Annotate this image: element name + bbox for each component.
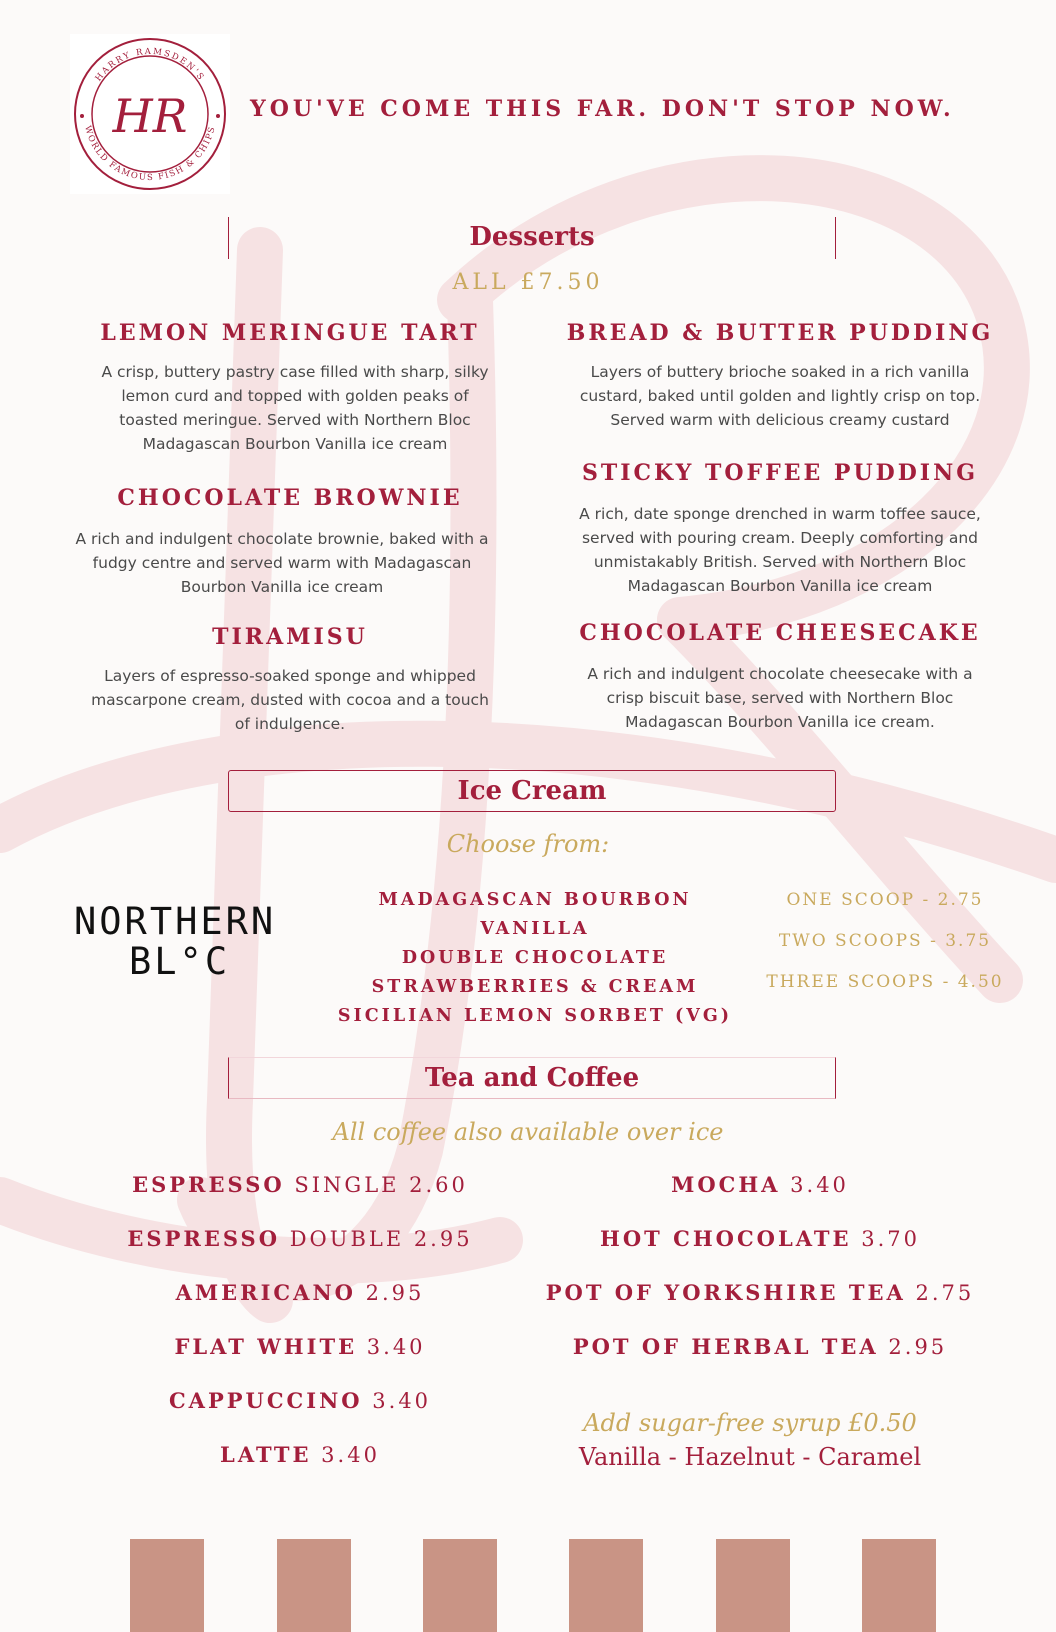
dessert-description: A rich and indulgent chocolate cheesecake with a crisp biscuit base, served with Northern Bloc Madagascan Bourbon Vanilla ice cream. [587,665,973,731]
decorative-bar [423,1539,497,1632]
ice-cream-subheading: Choose from: [446,830,610,858]
dessert-description: A rich, date sponge drenched in warm toffee sauce, served with pouring cream. Deeply comforting and unmistakably British. Served with Northern Bloc Madagascan Bourbon Vanilla ice cream [579,505,981,595]
scoop-price: TWO SCOOPS - 3.75 [778,931,992,951]
northern-bloc-line1: NORTHERN [74,900,277,943]
northern-bloc-logo [74,902,294,982]
decorative-bar [130,1539,204,1632]
ice-cream-flavours [320,886,750,1031]
dessert-description: A crisp, buttery pastry case filled with sharp, silky lemon curd and topped with golden peaks of toasted meringue. Served with Northern Bloc Madagascan Bourbon Vanilla ice cream [101,363,489,453]
beverage-item [60,1442,540,1467]
dessert-name: CHOCOLATE CHEESECAKE [579,620,981,646]
tea-coffee-subheading: All coffee also available over ice [332,1118,724,1146]
beverage-item [510,1226,1010,1251]
beverage-item [60,1388,540,1413]
beverage-name: ESPRESSO [127,1226,280,1251]
beverage-price: 3.40 [321,1443,380,1467]
beverage-price: 3.40 [366,1335,426,1359]
tea-coffee-heading-box [228,1057,836,1099]
beverage-item [60,1172,540,1197]
scoop-price: ONE SCOOP - 2.75 [786,890,984,910]
northern-bloc-line2: BL°C [129,940,231,983]
beverage-price: 2.95 [365,1281,425,1305]
beverage-price: SINGLE 2.60 [294,1173,468,1197]
beverage-item [510,1280,1010,1305]
beverage-price: 3.40 [790,1173,849,1197]
svg-text:HARRY RAMSDEN'S [94,47,207,84]
syrup-flavours: Vanilla - Hazelnut - Caramel [578,1443,922,1471]
brand-logo [70,34,230,194]
logo-ring-bottom-text: WORLD FAMOUS FISH & CHIPS [82,124,218,184]
desserts-price-note: ALL £7.50 [452,270,604,295]
beverage-price: DOUBLE 2.95 [289,1227,473,1251]
decorative-bar [569,1539,643,1632]
beverage-name: POT OF HERBAL TEA [572,1334,879,1359]
beverage-name: POT OF YORKSHIRE TEA [545,1280,906,1305]
beverage-item [510,1334,1010,1359]
beverage-name: HOT CHOCOLATE [600,1226,852,1251]
beverage-item [60,1334,540,1359]
dessert-name: LEMON MERINGUE TART [100,320,480,346]
dessert-name: CHOCOLATE BROWNIE [117,485,463,511]
beverage-price: 3.40 [372,1389,432,1413]
beverage-price: 2.75 [915,1281,975,1305]
flavour-item: SICILIAN LEMON SORBET (VG) [337,1006,733,1026]
flavour-item: DOUBLE CHOCOLATE [401,948,669,968]
decorative-bar [716,1539,790,1632]
desserts-heading-box [228,217,836,259]
tagline: YOU'VE COME THIS FAR. DON'T STOP NOW. [250,96,955,122]
beverage-name: MOCHA [671,1172,781,1197]
dessert-name: TIRAMISU [212,624,368,650]
beverage-item [510,1172,1010,1197]
tea-coffee-heading: Tea and Coffee [424,1063,640,1093]
ice-cream-prices [750,880,1020,1003]
dessert-description: Layers of buttery brioche soaked in a rich vanilla custard, baked until golden and lightly crisp on top. Served warm with delicious creamy custard [579,363,981,429]
ice-cream-heading: Ice Cream [457,776,607,806]
beverage-name: AMERICANO [175,1280,356,1305]
flavour-item: STRAWBERRIES & CREAM [371,977,699,997]
scoop-price: THREE SCOOPS - 4.50 [766,972,1004,992]
ice-cream-heading-box [228,770,836,812]
beverage-name: CAPPUCCINO [168,1388,363,1413]
logo-ring-top-text: HARRY RAMSDEN'S [93,46,207,84]
beverage-name: LATTE [220,1442,312,1467]
decorative-bar [862,1539,936,1632]
dessert-name: STICKY TOFFEE PUDDING [582,460,978,486]
beverage-price: 3.70 [861,1227,920,1251]
logo-monogram: HR [112,89,188,143]
dessert-name: BREAD & BUTTER PUDDING [566,320,994,346]
beverage-name: ESPRESSO [132,1172,285,1197]
syrup-note: Add sugar-free syrup £0.50 [583,1409,917,1437]
desserts-heading: Desserts [469,222,595,252]
flavour-item: MADAGASCAN BOURBON VANILLA [378,890,692,939]
beverage-item [60,1280,540,1305]
decorative-bar [277,1539,351,1632]
dessert-description: Layers of espresso-soaked sponge and whipped mascarpone cream, dusted with cocoa and a touch of indulgence. [91,667,489,733]
beverage-price: 2.95 [888,1335,948,1359]
beverage-item [60,1226,540,1251]
beverage-name: FLAT WHITE [174,1334,358,1359]
dessert-description: A rich and indulgent chocolate brownie, baked with a fudgy centre and served warm with Madagascan Bourbon Vanilla ice cream [75,530,489,596]
